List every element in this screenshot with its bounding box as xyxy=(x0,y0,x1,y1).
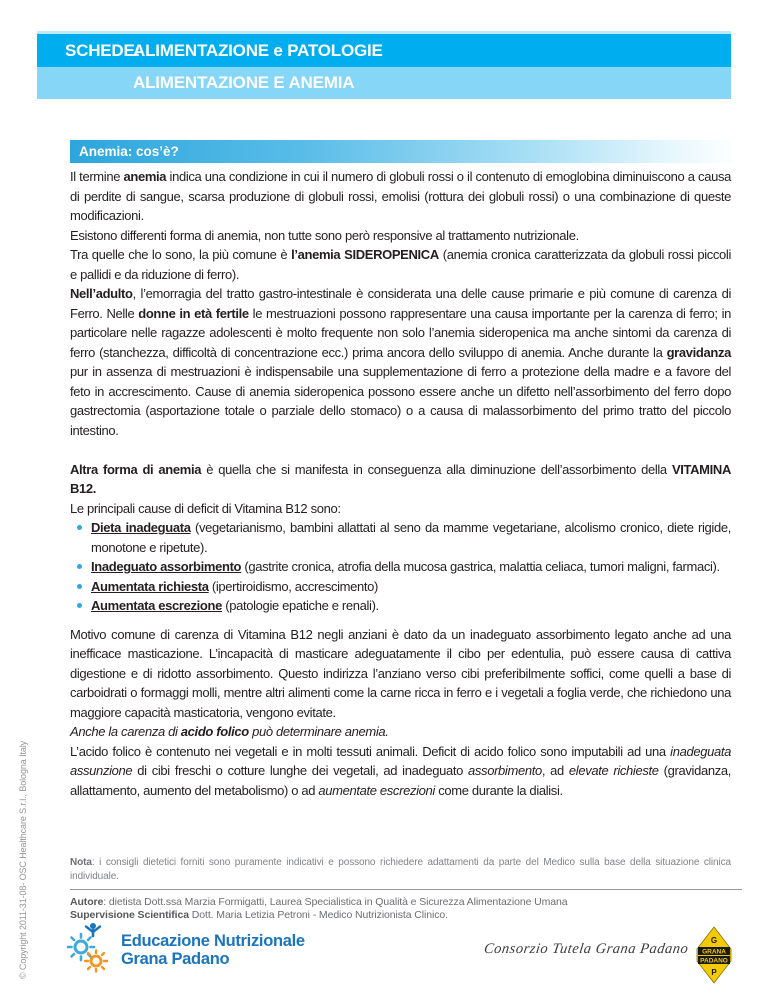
supervision-label: Supervisione Scientifica xyxy=(70,909,189,921)
text-run: Aumentata escrezione xyxy=(91,598,222,613)
bullet-item xyxy=(91,596,731,616)
text-run: aumentate escrezioni xyxy=(318,782,435,798)
author-text: : dietista Dott.ssa Marzia Formigatti, Laurea Specialistica in Qualità e Sicurezza Alimentazione Umana xyxy=(103,896,568,908)
text-run: Motivo comune di carenza di Vitamina B12 negli anziani è dato da un inadeguato assorbimento legato anche ad una inefficace masticazione. L’incapacità di masticare adeguatamente il cibo per edentulia, può essere causa di cattiva digestione e di ridotto assorbimento. Questo indirizza l’anziano verso cibi preferibilmente soffici, come quelli a base di carboidrati o formaggi molli, mentre altri alimenti come la carne ricca in ferro e i vegetali a foglia verde, che richiedono una maggiore capacità masticatoria, vengono evitate. xyxy=(70,626,731,720)
text-run: elevate richieste xyxy=(568,763,659,778)
text-run: l’anemia SIDEROPENICA xyxy=(291,247,439,262)
text-run: Esistono differenti forma di anemia, non tutte sono però responsive al trattamento nutrizionale. xyxy=(70,227,579,243)
text-run: come durante la dialisi. xyxy=(434,782,563,798)
text-run: L’acido folico è contenuto nei vegetali e in molti tessuti animali. Deficit di acido folico sono imputabili ad una xyxy=(70,743,671,759)
text-run: anemia xyxy=(123,169,167,184)
bullet-item xyxy=(91,518,731,557)
svg-text:GRANA: GRANA xyxy=(702,948,726,956)
educazione-logo-line2: Grana Padano xyxy=(121,949,230,968)
educazione-nutrizionale-logo xyxy=(66,921,305,978)
text-run: assorbimento xyxy=(468,763,542,778)
nota-label: Nota xyxy=(70,857,92,868)
text-run: Tra quelle che lo sono, la più comune è xyxy=(70,247,292,262)
text-run: (vegetarianismo, bambini allattati al seno da mamme vegetariane, alcolismo cronico, diete rigide, monotone e ripetute). xyxy=(91,520,731,555)
text-run: (anemia cronica caratterizzata da globuli rossi piccoli e pallidi e da riduzione di ferro). xyxy=(70,247,732,282)
educazione-logo-line1: Educazione Nutrizionale xyxy=(121,931,305,950)
paragraph xyxy=(70,742,731,801)
author-line xyxy=(70,896,731,909)
bullet-item xyxy=(91,557,731,577)
text-run: donne in età fertile xyxy=(138,305,249,321)
text-run: Il termine xyxy=(70,169,124,184)
bullet-list xyxy=(70,518,731,616)
header-bar-primary xyxy=(37,31,731,67)
svg-text:G: G xyxy=(710,936,718,945)
paragraph xyxy=(70,499,731,519)
text-run: (gastrite cronica, atrofia della mucosa gastrica, malattia celiaca, tumori maligni, farmaci). xyxy=(241,559,720,574)
text-run: può determinare anemia. xyxy=(248,724,389,739)
text-run: Le principali cause di deficit di Vitamina B12 sono: xyxy=(70,500,341,516)
paragraph xyxy=(70,167,731,226)
education-logo-icon xyxy=(66,921,114,978)
text-run: gravidanza xyxy=(666,344,731,360)
text-run: (patologie epatiche e renali). xyxy=(222,598,379,613)
section-header-bar xyxy=(70,140,731,163)
nota-disclaimer xyxy=(70,856,731,883)
text-run: Anche la carenza di xyxy=(70,724,181,739)
text-run: le mestruazioni possono rappresentare una causa importante per la carenza di ferro; in particolare nelle ragazze adolescenti è molto frequente non solo l’anemia sideropenica ma anche sintomi da carenza di ferro (stanchezza, difficoltà di concentrazione ecc.) prima ancora dello sviluppo di anemia. Anche durante la xyxy=(70,305,731,360)
text-run: Dieta inadeguata xyxy=(91,520,191,535)
footer-divider xyxy=(70,889,742,890)
paragraph xyxy=(70,226,731,246)
header-series-title: ALIMENTAZIONE e PATOLOGIE xyxy=(133,40,383,60)
text-run: di cibi freschi o cotture lunghe dei vegetali, ad inadeguato xyxy=(132,763,469,778)
text-run: , l’emorragia del tratto gastro-intestinale è considerata una delle cause primarie e più comune di carenza di Ferro. Nelle xyxy=(70,286,731,321)
text-run: inadeguata assunzione xyxy=(70,743,731,778)
article-body xyxy=(70,167,731,800)
section-title: Anemia: cos’è? xyxy=(79,144,179,159)
header-doc-title: ALIMENTAZIONE E ANEMIA xyxy=(133,73,355,92)
paragraph xyxy=(70,722,731,742)
svg-text:PADANO: PADANO xyxy=(700,957,728,965)
bullet-item xyxy=(91,577,731,597)
text-run: VITAMINA B12. xyxy=(70,461,732,496)
text-run: (ipertiroidismo, accrescimento) xyxy=(208,578,379,594)
header-bar-secondary xyxy=(37,67,731,99)
svg-text:P: P xyxy=(711,968,717,977)
consorzio-script-text: Consorzio Tutela Grana Padano xyxy=(482,941,690,957)
nota-text: : i consigli dietetici forniti sono puramente indicativi e possono richiedere adattamenti da parte del Medico sulla base della situazione clinica individuale. xyxy=(70,857,731,882)
header-schede-label: SCHEDE: xyxy=(65,40,141,60)
grana-padano-badge-icon xyxy=(694,925,734,990)
educazione-logo-text xyxy=(121,932,305,968)
text-run: pur in assenza di mestruazioni è indispensabile una supplementazione di ferro a protezione della madre e a favore del feto in accrescimento. Cause di anemia sideropenica possono essere anche un difetto nell’assorbimento del ferro dopo gastrectomia (asportazione totale o parziale dello stomaco) o a causa di malassorbimento del primo tratto del piccolo intestino. xyxy=(70,364,731,438)
paragraph xyxy=(70,625,731,723)
text-run: Altra forma di anemia xyxy=(70,461,202,477)
copyright-vertical-text: © Copyright 2011-31-08- OSC Healthcare S.r.l., Bologna Italy xyxy=(18,740,28,979)
text-run: è quella che si manifesta in conseguenza alla diminuzione dell’assorbimento della xyxy=(201,461,672,477)
text-run: Inadeguato assorbimento xyxy=(91,559,242,574)
text-run: Aumentata richiesta xyxy=(91,578,209,594)
text-run: acido folico xyxy=(180,724,249,739)
text-run: , ad xyxy=(541,763,569,778)
text-run: Nell’adulto xyxy=(70,286,133,301)
text-run: indica una condizione in cui il numero di globuli rossi o il contenuto di emoglobina diminuiscono a causa di perdite di sangue, scarsa produzione di globuli rossi, emolisi (rottura dei globuli rossi) o una combinazione di queste modificazioni. xyxy=(70,169,731,223)
text-run: (gravidanza, allattamento, aumento del metabolismo) o ad xyxy=(70,763,732,798)
paragraph xyxy=(70,284,731,440)
paragraph xyxy=(70,245,731,284)
credits-block xyxy=(70,896,731,922)
author-label: Autore xyxy=(70,896,104,908)
paragraph xyxy=(70,460,731,499)
supervision-text: Dott. Maria Letizia Petroni - Medico Nutrizionista Clinico. xyxy=(188,909,448,921)
